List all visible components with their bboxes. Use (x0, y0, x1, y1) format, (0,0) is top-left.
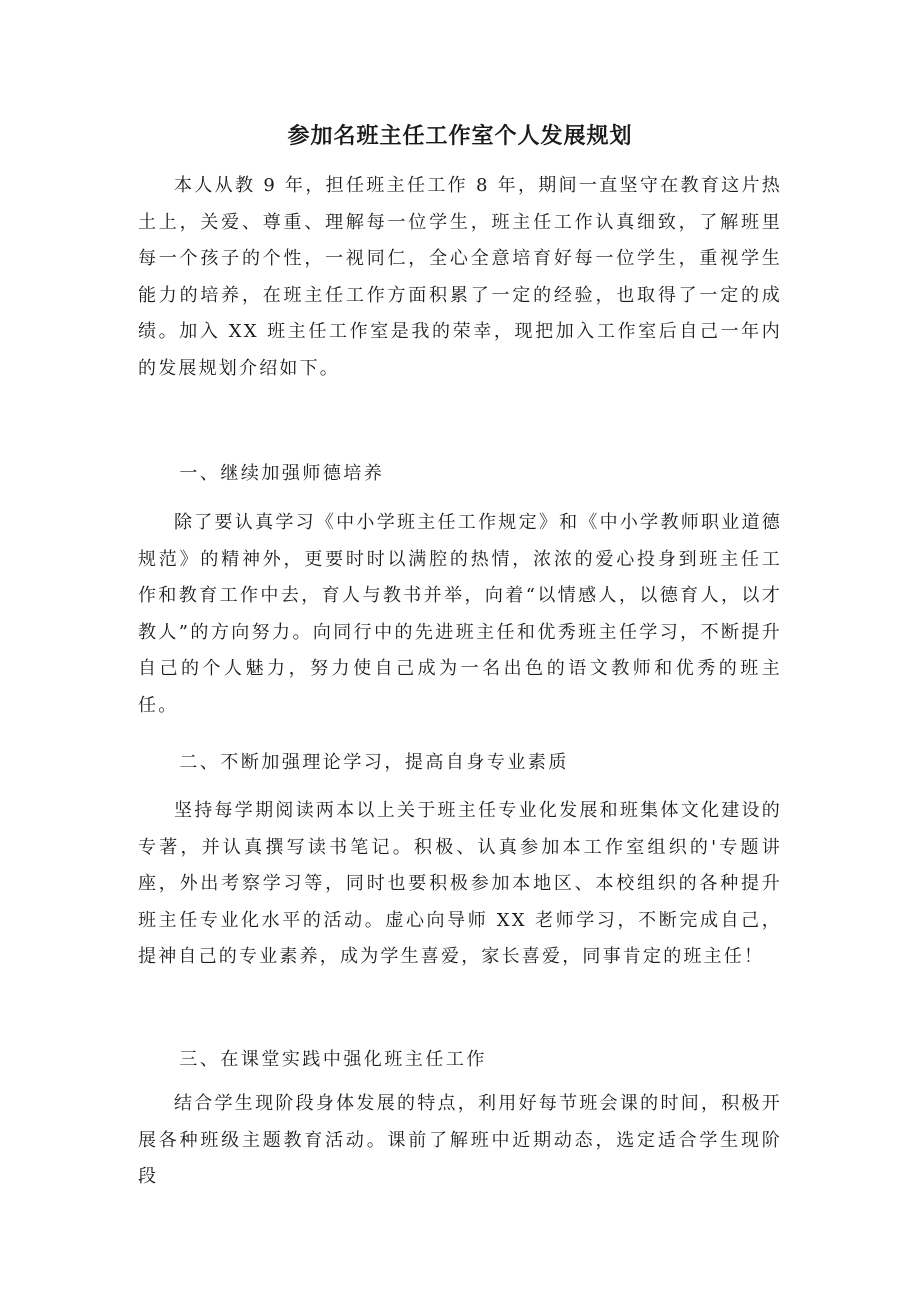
section-body-3: 结合学生现阶段身体发展的特点，利用好每节班会课的时间，积极开展各种班级主题教育活动。课前了解班中近期动态，选定适合学生现阶段 (138, 1093, 782, 1187)
document-title: 参加名班主任工作室个人发展规划 (287, 124, 633, 149)
section-body-2: 坚持每学期阅读两本以上关于班主任专业化发展和班集体文化建设的专著，并认真撰写读书笔记。积极、认真参加本工作室组织的'专题讲座，外出考察学习等，同时也要积极参加本地区、本校组织的各种提升班主任专业化水平的活动。虚心向导师 XX 老师学习，不断完成自己，提神自己的专业素养，成为学生喜爱，家长喜爱，同事肯定的班主任！ (138, 800, 782, 967)
section-body-1: 除了要认真学习《中小学班主任工作规定》和《中小学教师职业道德规范》的精神外，更要时时以满腔的热情，浓浓的爱心投身到班主任工作和教育工作中去，育人与教书并举，向着“以情感人，以德育人，以才教人”的方向努力。向同行中的先进班主任和优秀班主任学习，不断提升自己的个人魅力，努力使自己成为一名出色的语文教师和优秀的班主任。 (138, 512, 782, 716)
section-heading-1: 一、继续加强师德培养 (179, 463, 385, 484)
intro-paragraph: 本人从教 9 年，担任班主任工作 8 年，期间一直坚守在教育这片热土上，关爱、尊重、理解每一位学生，班主任工作认真细致，了解班里每一个孩子的个性，一视同仁，全心全意培育好每一位学生，重视学生能力的培养，在班主任工作方面积累了一定的经验，也取得了一定的成绩。加入 XX 班主任工作室是我的荣幸，现把加入工作室后自己一年内的发展规划介绍如下。 (138, 175, 782, 379)
section-heading-2: 二、不断加强理论学习，提高自身专业素质 (179, 752, 569, 773)
section-heading-3: 三、在课堂实践中强化班主任工作 (179, 1049, 487, 1070)
